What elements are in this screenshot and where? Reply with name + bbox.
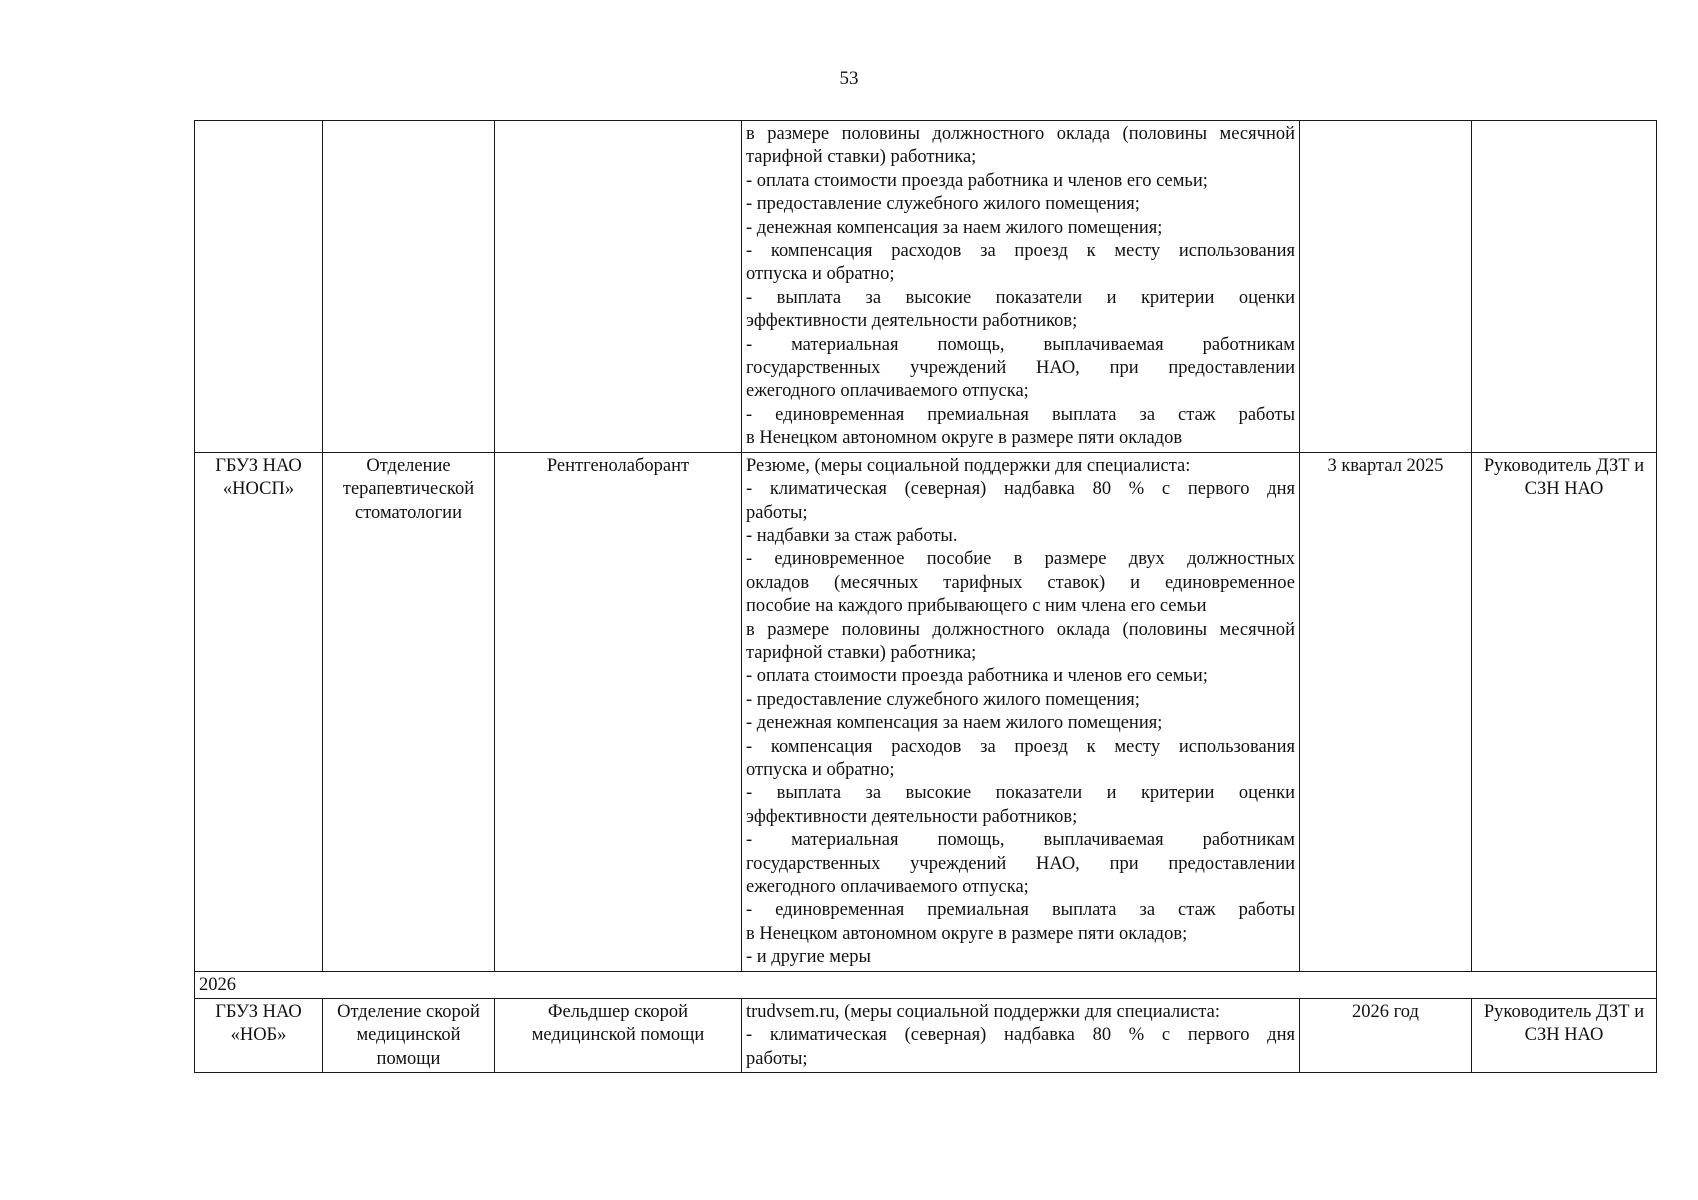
measures-line: ежегодного оплачиваемого отпуска; bbox=[746, 877, 1029, 897]
department-cell-empty bbox=[323, 121, 495, 453]
measures-text bbox=[746, 455, 1295, 970]
measures-line: - компенсация расходов за проезд к месту использования bbox=[746, 241, 1295, 262]
deadline-cell: 3 квартал 2025 bbox=[1300, 452, 1472, 971]
measures-line: государственных учреждений НАО, при предоставлении bbox=[746, 853, 1295, 874]
measures-line: ежегодного оплачиваемого отпуска; bbox=[746, 381, 1029, 402]
measures-line: в размере половины должностного оклада (половины месячной bbox=[746, 619, 1295, 640]
measures-line: Резюме, (меры социальной поддержки для специалиста: bbox=[746, 455, 1191, 476]
position-cell: Рентгенолаборант bbox=[495, 452, 742, 971]
organization-cell-empty bbox=[195, 121, 323, 453]
measures-line: - климатическая (северная) надбавка 80 % с первого дня bbox=[746, 1025, 1295, 1046]
position-cell: Фельдшер скорой медицинской помощи bbox=[495, 999, 742, 1073]
measures-cell bbox=[742, 999, 1300, 1073]
table-row-year bbox=[195, 971, 1657, 998]
measures-line: - климатическая (северная) надбавка 80 % с первого дня bbox=[746, 479, 1295, 500]
measures-line: - предоставление служебного жилого помещения; bbox=[746, 194, 1140, 215]
measures-line: тарифной ставки) работника; bbox=[746, 642, 977, 663]
deadline-cell-empty bbox=[1300, 121, 1472, 453]
measures-text bbox=[746, 123, 1295, 451]
measures-line: - компенсация расходов за проезд к месту использования bbox=[746, 736, 1295, 757]
table-row-nosp bbox=[195, 452, 1657, 971]
measures-line: в Ненецком автономном округе в размере пяти окладов bbox=[746, 428, 1183, 449]
measures-line: - единовременная премиальная выплата за стаж работы bbox=[746, 900, 1295, 921]
measures-line: trudvsem.ru, (меры социальной поддержки для специалиста: bbox=[746, 1002, 1220, 1023]
measures-line: - предоставление служебного жилого помещения; bbox=[746, 689, 1140, 710]
measures-cell bbox=[742, 121, 1300, 453]
measures-line: - денежная компенсация за наем жилого помещения; bbox=[746, 217, 1163, 238]
measures-line: - оплата стоимости проезда работника и членов его семьи; bbox=[746, 170, 1208, 191]
organization-cell: ГБУЗ НАО «НОСП» bbox=[195, 452, 323, 971]
measures-text bbox=[746, 1001, 1295, 1071]
measures-line: работы; bbox=[746, 1048, 808, 1069]
measures-line: - выплата за высокие показатели и критерии оценки bbox=[746, 783, 1295, 804]
measures-line: в размере половины должностного оклада (половины месячной bbox=[746, 124, 1295, 144]
measures-line: - выплата за высокие показатели и критерии оценки bbox=[746, 287, 1295, 308]
responsible-cell: Руководитель ДЗТ и СЗН НАО bbox=[1472, 452, 1657, 971]
measures-line: в Ненецком автономном округе в размере пяти окладов; bbox=[746, 923, 1188, 944]
measures-line: - единовременная премиальная выплата за стаж работы bbox=[746, 404, 1295, 425]
department-cell: Отделение скорой медицинской помощи bbox=[323, 999, 495, 1073]
year-section-header: 2026 bbox=[195, 971, 1657, 998]
page-number: 53 bbox=[839, 68, 859, 89]
measures-line: отпуска и обратно; bbox=[746, 264, 895, 285]
deadline-cell: 2026 год bbox=[1300, 999, 1472, 1073]
measures-line: окладов (месячных тарифных ставок) и единовременное bbox=[746, 572, 1295, 593]
responsible-cell: Руководитель ДЗТ и СЗН НАО bbox=[1472, 999, 1657, 1073]
vacancy-table bbox=[194, 120, 1657, 1073]
measures-line: пособие на каждого прибывающего с ним члена его семьи bbox=[746, 596, 1207, 617]
measures-line: - денежная компенсация за наем жилого помещения; bbox=[746, 713, 1163, 734]
measures-line: - материальная помощь, выплачиваемая работникам bbox=[746, 830, 1295, 851]
table-row-continuation bbox=[195, 121, 1657, 453]
table-row-nob bbox=[195, 999, 1657, 1073]
measures-line: - материальная помощь, выплачиваемая работникам bbox=[746, 334, 1295, 355]
responsible-cell-empty bbox=[1472, 121, 1657, 453]
measures-line: - оплата стоимости проезда работника и членов его семьи; bbox=[746, 666, 1208, 687]
measures-line: отпуска и обратно; bbox=[746, 759, 895, 780]
measures-line: - надбавки за стаж работы. bbox=[746, 525, 958, 546]
measures-line: государственных учреждений НАО, при предоставлении bbox=[746, 358, 1295, 379]
measures-line: работы; bbox=[746, 502, 808, 523]
department-cell: Отделение терапевтической стоматологии bbox=[323, 452, 495, 971]
measures-line: тарифной ставки) работника; bbox=[746, 147, 977, 168]
position-cell-empty bbox=[495, 121, 742, 453]
measures-line: - единовременное пособие в размере двух должностных bbox=[746, 549, 1295, 570]
measures-line: эффективности деятельности работников; bbox=[746, 311, 1078, 332]
measures-line: эффективности деятельности работников; bbox=[746, 806, 1078, 827]
measures-cell bbox=[742, 452, 1300, 971]
organization-cell: ГБУЗ НАО «НОБ» bbox=[195, 999, 323, 1073]
measures-line: - и другие меры bbox=[746, 947, 871, 968]
